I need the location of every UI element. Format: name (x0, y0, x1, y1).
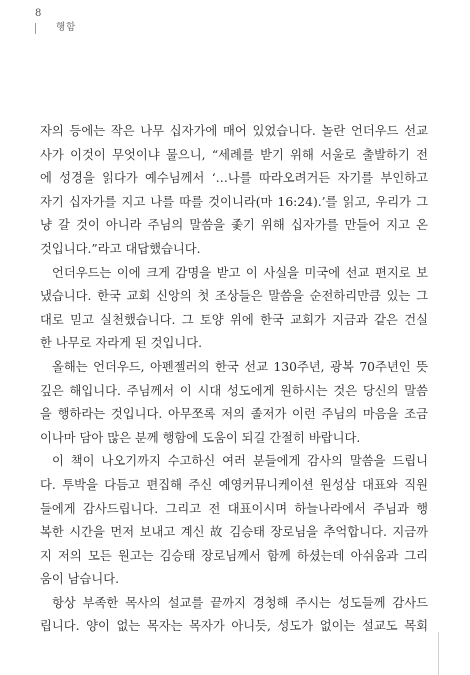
text-line: 복한 시간을 먼저 보내고 계신 故 김승태 장로님을 추억합니다. 지금까 (40, 525, 428, 540)
text-line: 냥 갈 것이 아니라 주님의 말씀을 좇기 위해 십자가를 만들어 지고 온 (40, 218, 428, 233)
page-number: 8 (35, 8, 42, 19)
text-line: 들에게 감사드립니다. 그리고 전 대표이시며 하늘나라에서 주님과 행 (40, 501, 428, 516)
running-head (33, 8, 153, 48)
text-line: 자기 십자가를 지고 나를 따를 것이니라(마 16:24).’를 읽고, 우리가 그 (40, 194, 428, 209)
text-line: 지 저의 모든 원고는 김승태 장로님께서 함께 하셨는데 아쉬움과 그리 (40, 548, 428, 563)
text-line: 언더우드는 이에 크게 감명을 받고 이 사실을 미국에 선교 편지로 보 (52, 265, 428, 280)
text-line: 이 책이 나오기까지 수고하신 여러 분들에게 감사의 말씀을 드립니 (52, 454, 428, 469)
text-line: 올해는 언더우드, 아펜젤러의 한국 선교 130주년, 광복 70주년인 뜻 (52, 359, 428, 374)
running-title: 행함 (56, 22, 77, 33)
text-line: 에 성경을 읽다가 예수님께서 ‘…나를 따라오려거든 자기를 부인하고 (40, 171, 428, 186)
text-line: 것입니다.”라고 대답했습니다. (40, 241, 201, 256)
text-line: 을 행하라는 것입니다. 아무쪼록 저의 졸저가 이런 주님의 마음을 조금 (40, 407, 428, 422)
text-line: 다. 투박을 다듬고 편집해 주신 예영커뮤니케이션 원성삼 대표와 직원 (40, 477, 428, 492)
text-line: 깊은 해입니다. 주님께서 이 시대 성도에게 원하시는 것은 당신의 말씀 (40, 383, 428, 398)
paragraph-4 (40, 450, 428, 592)
text-line: 움이 남습니다. (40, 572, 120, 587)
text-line: 냈습니다. 한국 교회 신앙의 첫 조상들은 말씀을 순전하리만큼 있는 그 (40, 289, 428, 304)
paragraph-2 (40, 262, 428, 356)
paragraph-3 (40, 356, 428, 450)
text-line: 대로 믿고 실천했습니다. 그 토양 위에 한국 교회가 지금과 같은 건실 (40, 312, 428, 327)
text-line: 자의 등에는 작은 나무 십자가에 매어 있었습니다. 놀란 언더우드 선교 (40, 124, 428, 138)
text-line: 항상 부족한 목사의 설교를 끝까지 경청해 주시는 성도들께 감사드 (52, 595, 428, 610)
text-line: 사가 이것이 무엇이냐 물으니, “세례를 받기 위해 서울로 출발하기 전 (40, 147, 428, 162)
body-text (40, 120, 428, 639)
text-line: 립니다. 양이 없는 목자는 목자가 아니듯, 성도가 없이는 설교도 목회 (40, 619, 428, 634)
paragraph-5 (40, 592, 428, 639)
text-line: 한 나무로 자라게 된 것입니다. (40, 336, 203, 351)
paragraph-1 (40, 120, 428, 262)
margin-rule (438, 632, 439, 675)
header-divider (35, 23, 36, 34)
text-line: 이나마 담아 많은 분께 행함에 도움이 되길 간절히 바랍니다. (40, 430, 361, 445)
